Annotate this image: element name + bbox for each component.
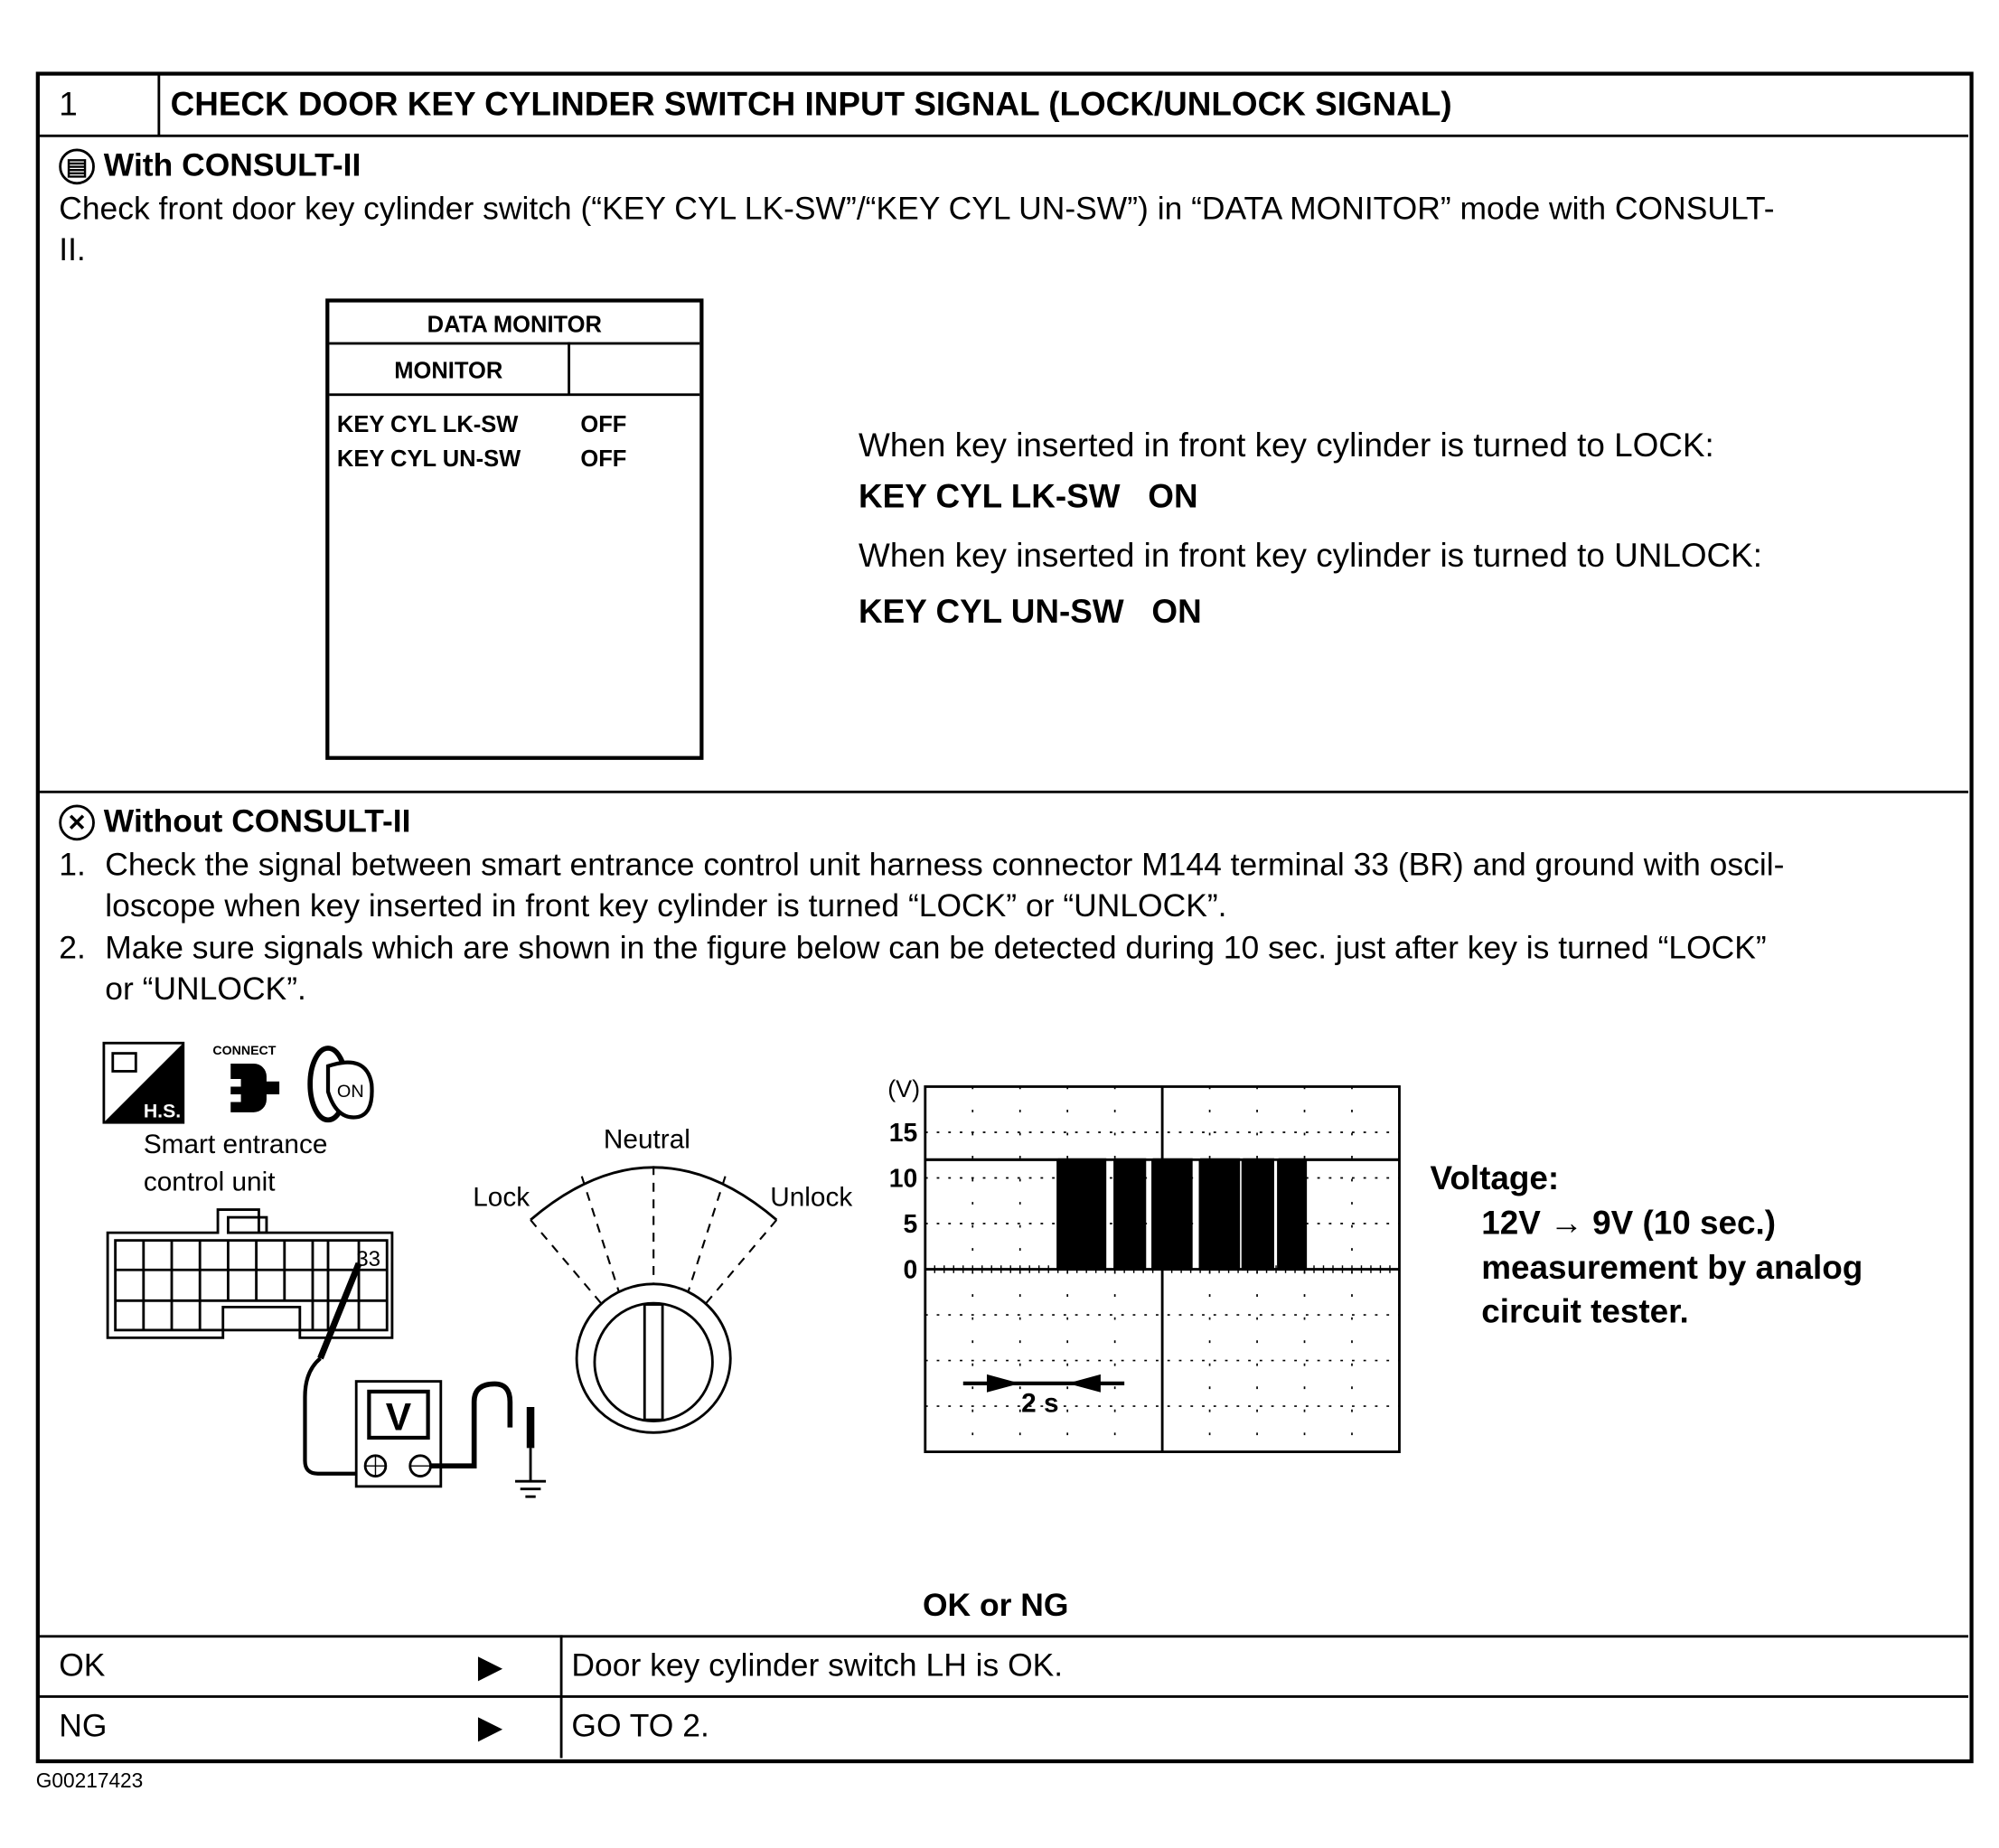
- divider: [329, 342, 699, 345]
- key-slot: [644, 1305, 662, 1421]
- lock-label: Lock: [473, 1182, 530, 1213]
- result-action: GO TO 2.: [571, 1708, 709, 1744]
- svg-text:H.S.: H.S.: [143, 1100, 182, 1122]
- step-text: loscope when key inserted in front key cylinder is turned “LOCK” or “UNLOCK”.: [105, 887, 1227, 924]
- condition-text: When key inserted in front key cylinder is turned to LOCK:: [859, 425, 1714, 464]
- ok-ng-heading: OK or NG: [922, 1587, 1069, 1624]
- terminal-number: 33: [356, 1246, 381, 1271]
- connect-icon: [212, 1044, 279, 1112]
- divider: [39, 135, 1969, 137]
- monitor-item: KEY CYL UN-SW: [336, 446, 521, 472]
- voltage-spec: 12V → 9V (10 sec.): [1481, 1203, 1777, 1243]
- svg-text:ON: ON: [336, 1081, 364, 1102]
- divider: [568, 342, 570, 395]
- ignition-on-icon: [310, 1048, 371, 1120]
- instruction-line: II.: [59, 231, 86, 268]
- voltage-heading: Voltage:: [1430, 1158, 1560, 1197]
- y-tick-label: 0: [903, 1255, 918, 1285]
- monitor-column-header: MONITOR: [394, 357, 503, 383]
- with-consult-heading: [59, 147, 361, 185]
- divider: [157, 74, 160, 136]
- step-text: Make sure signals which are shown in the figure below can be detected during 10 sec. just after key is turned “LOCK”: [105, 930, 1767, 967]
- without-consult-heading: [59, 803, 410, 841]
- oscilloscope-chart: [871, 1064, 1410, 1461]
- connector-diagram: [102, 1205, 563, 1512]
- key-cylinder-diagram: [512, 1153, 794, 1448]
- result-action: Door key cylinder switch LH is OK.: [571, 1647, 1064, 1684]
- data-monitor-title: DATA MONITOR: [427, 311, 602, 337]
- y-tick-label: 5: [903, 1209, 918, 1239]
- condition-icons: [102, 1040, 409, 1127]
- monitor-value: OFF: [580, 411, 627, 437]
- divider: [39, 1635, 1969, 1637]
- step-title: CHECK DOOR KEY CYLINDER SWITCH INPUT SIGNAL (LOCK/UNLOCK SIGNAL): [170, 84, 1452, 124]
- voltmeter: [356, 1382, 441, 1487]
- no-consult-icon: ✕: [59, 805, 95, 841]
- arrow-right-icon: ▶: [477, 1709, 503, 1746]
- divider: [39, 791, 1969, 793]
- harness-connector: [108, 1210, 392, 1338]
- divider: [329, 393, 699, 396]
- unit-label: control unit: [143, 1167, 276, 1197]
- result-status: OK: [59, 1647, 106, 1684]
- step-num: 2.: [59, 930, 86, 967]
- y-tick-label: 15: [888, 1118, 918, 1148]
- time-scale-label: 2 s: [1021, 1389, 1059, 1419]
- heading-text: Without CONSULT-II: [103, 803, 411, 840]
- instruction-line: Check front door key cylinder switch (“KEY CYL LK-SW”/“KEY CYL UN-SW”) in “DATA MONITOR” mode with CONSULT-: [59, 191, 1775, 227]
- y-axis-label: (V): [887, 1074, 921, 1102]
- hs-icon: [104, 1043, 183, 1122]
- heading-text: With CONSULT-II: [103, 147, 361, 183]
- svg-text:V: V: [385, 1395, 412, 1440]
- neutral-label: Neutral: [603, 1125, 690, 1155]
- svg-text:CONNECT: CONNECT: [212, 1044, 277, 1059]
- step-num: 1.: [59, 847, 86, 884]
- condition-result: KEY CYL LK-SW ON: [859, 476, 1198, 516]
- step-text: Check the signal between smart entrance control unit harness connector M144 terminal 33 (BR) and ground with oscil-: [105, 847, 1785, 884]
- consult-tool-icon: ▤: [59, 149, 95, 185]
- figure-id: G00217423: [35, 1770, 144, 1793]
- monitor-value: OFF: [580, 446, 627, 472]
- unit-label: Smart entrance: [143, 1130, 328, 1160]
- condition-text: When key inserted in front key cylinder is turned to UNLOCK:: [859, 535, 1763, 575]
- divider: [560, 1635, 563, 1758]
- voltage-spec: circuit tester.: [1481, 1291, 1689, 1330]
- arrow-right-icon: ▶: [477, 1648, 503, 1685]
- step-number: 1: [59, 84, 78, 124]
- rotation-arc: [530, 1168, 776, 1220]
- condition-result: KEY CYL UN-SW ON: [859, 592, 1202, 631]
- monitor-item: KEY CYL LK-SW: [336, 411, 519, 437]
- data-monitor-screen: [325, 298, 703, 759]
- divider: [39, 1695, 1969, 1698]
- result-status: NG: [59, 1708, 108, 1744]
- voltage-spec: measurement by analog: [1481, 1248, 1863, 1287]
- step-text: or “UNLOCK”.: [105, 971, 306, 1008]
- y-tick-label: 10: [888, 1164, 918, 1194]
- unlock-label: Unlock: [770, 1182, 853, 1213]
